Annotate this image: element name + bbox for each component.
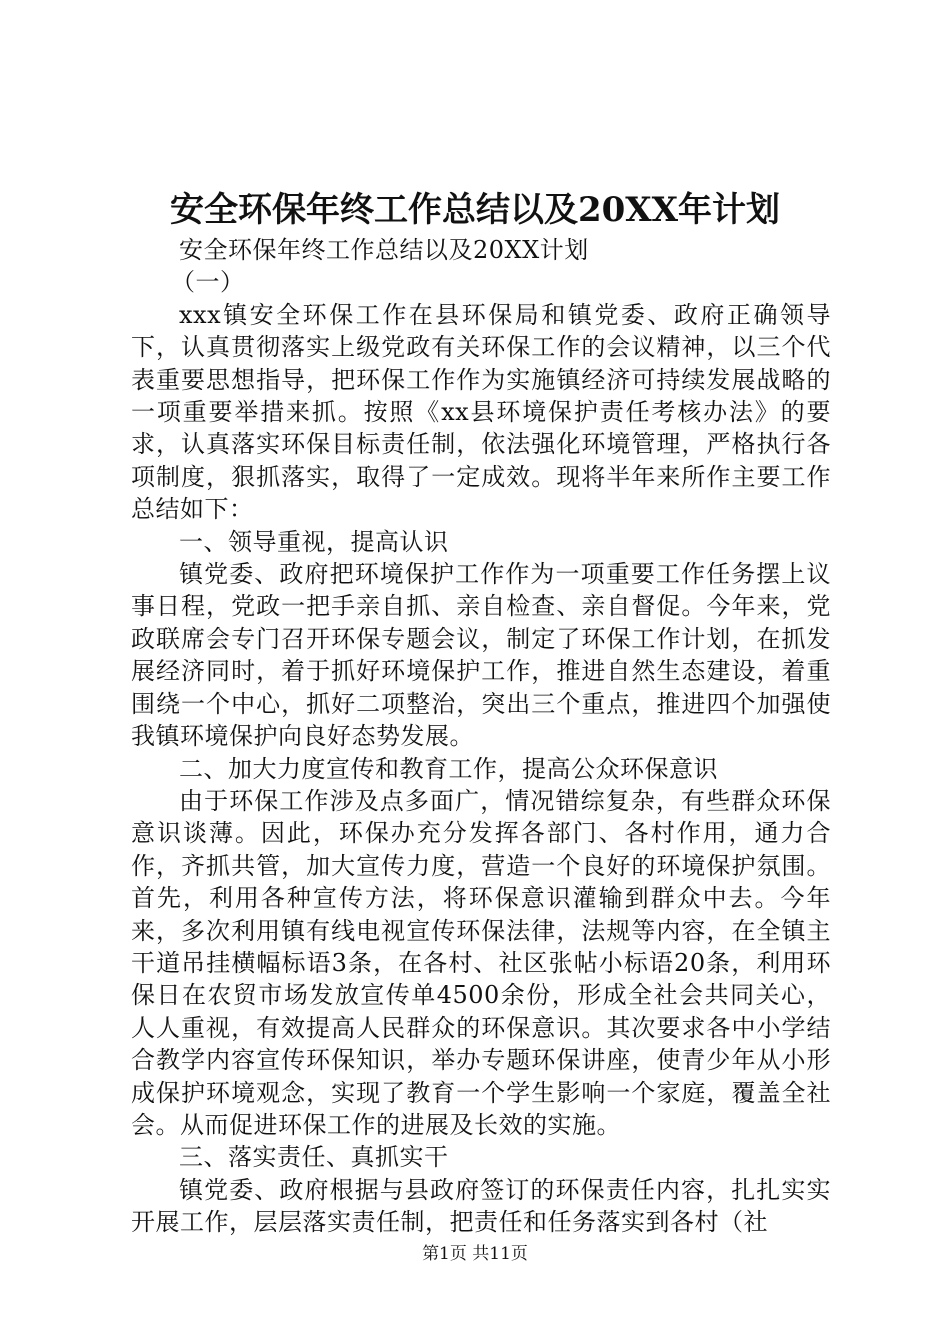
page-footer: 第1页 共11页: [422, 1244, 528, 1264]
paragraph-section-2: 由于环保工作涉及点多面广，情况错综复杂，有些群众环保意识谈薄。因此，环保办充分发挥各部门、各村作用，通力合作，齐抓共管，加大宣传力度，营造一个良好的环境保护氛围。首先，利用各种宣传方法，将环保意识灌输到群众中去。今年来，多次利用镇有线电视宣传环保法律，法规等内容，在全镇主干道吊挂横幅标语3条，在各村、社区张帖小标语20条，利用环保日在农贸市场发放宣传单4500余份，形成全社会共同关心，人人重视，有效提高人民群众的环保意识。其次要求各中小学结合教学内容宣传环保知识，举办专题环保讲座，使青少年从小形成保护环境观念，实现了教育一个学生影响一个家庭，覆盖全社会。从而促进环保工作的进展及长效的实施。: [131, 786, 831, 1139]
section-heading-2: 二、加大力度宣传和教育工作，提高公众环保意识: [179, 754, 718, 783]
section-heading-3: 三、落实责任、真抓实干: [179, 1143, 449, 1172]
document-title: 安全环保年终工作总结以及20XX年计划: [169, 190, 781, 230]
document-subtitle: 安全环保年终工作总结以及20XX计划: [179, 236, 589, 264]
document-body: [131, 234, 831, 1239]
paragraph-section-3: 镇党委、政府根据与县政府签订的环保责任内容，扎扎实实开展工作，层层落实责任制，把责任和任务落实到各村（社: [131, 1175, 831, 1237]
paragraph-intro: xxx镇安全环保工作在县环保局和镇党委、政府正确领导下，认真贯彻落实上级党政有关环保工作的会议精神，以三个代表重要思想指导，把环保工作作为实施镇经济可持续发展战略的一项重要举措来抓。按照《xx县环境保护责任考核办法》的要求，认真落实环保目标责任制，依法强化环境管理，严格执行各项制度，狠抓落实，取得了一定成效。现将半年来所作主要工作总结如下：: [131, 300, 831, 524]
section-heading-1: 一、领导重视，提高认识: [179, 527, 449, 556]
part-label: （一）: [171, 268, 245, 297]
paragraph-section-1: 镇党委、政府把环境保护工作作为一项重要工作任务摆上议事日程，党政一把手亲自抓、亲自检查、亲自督促。今年来，党政联席会专门召开环保专题会议，制定了环保工作计划，在抓发展经济同时，着于抓好环境保护工作，推进自然生态建设，着重围绕一个中心，抓好二项整治，突出三个重点，推进四个加强使我镇环境保护向良好态势发展。: [131, 560, 831, 751]
